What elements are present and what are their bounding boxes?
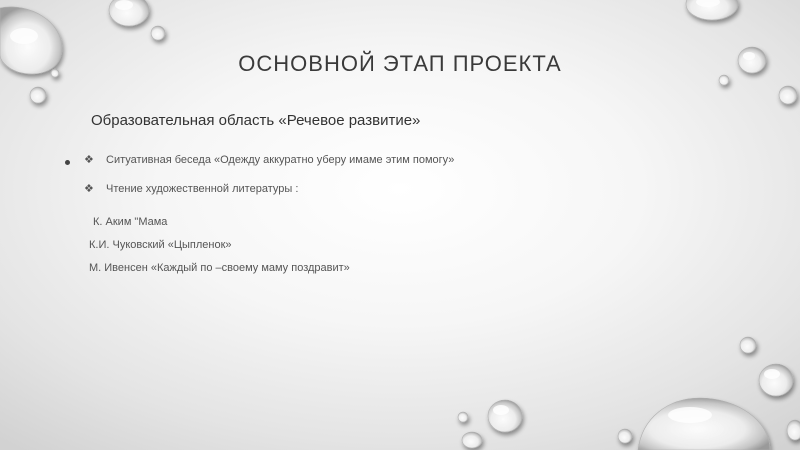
bullet-text: Чтение художественной литературы : [106, 182, 299, 195]
bullet-text: Ситуативная беседа «Одежду аккуратно уберу имаме этим помогу» [106, 153, 455, 166]
bullet-item [84, 153, 454, 166]
drop [462, 432, 482, 448]
drop [618, 429, 632, 443]
drop [151, 26, 165, 40]
drop [779, 86, 797, 104]
diamond-bullet-icon: ❖ [84, 183, 94, 195]
slide-subtitle: Образовательная область «Речевое развитие» [91, 112, 421, 129]
drop [787, 420, 800, 440]
bullet-dot [65, 160, 70, 165]
large-drop-bottom-right [638, 398, 770, 450]
bullet-item [84, 182, 298, 195]
drop [740, 337, 756, 353]
slide-title: ОСНОВНОЙ ЭТАП ПРОЕКТА [238, 51, 562, 76]
drop [458, 412, 468, 422]
drop [30, 87, 46, 103]
diamond-bullet-icon: ❖ [84, 154, 94, 166]
book-line: М. Ивенсен «Каждый по –своему маму поздравит» [89, 262, 350, 274]
book-line: К. Аким "Мама [93, 216, 168, 228]
book-line: К.И. Чуковский «Цыпленок» [89, 239, 232, 251]
drop [488, 400, 522, 432]
drop [759, 364, 793, 396]
